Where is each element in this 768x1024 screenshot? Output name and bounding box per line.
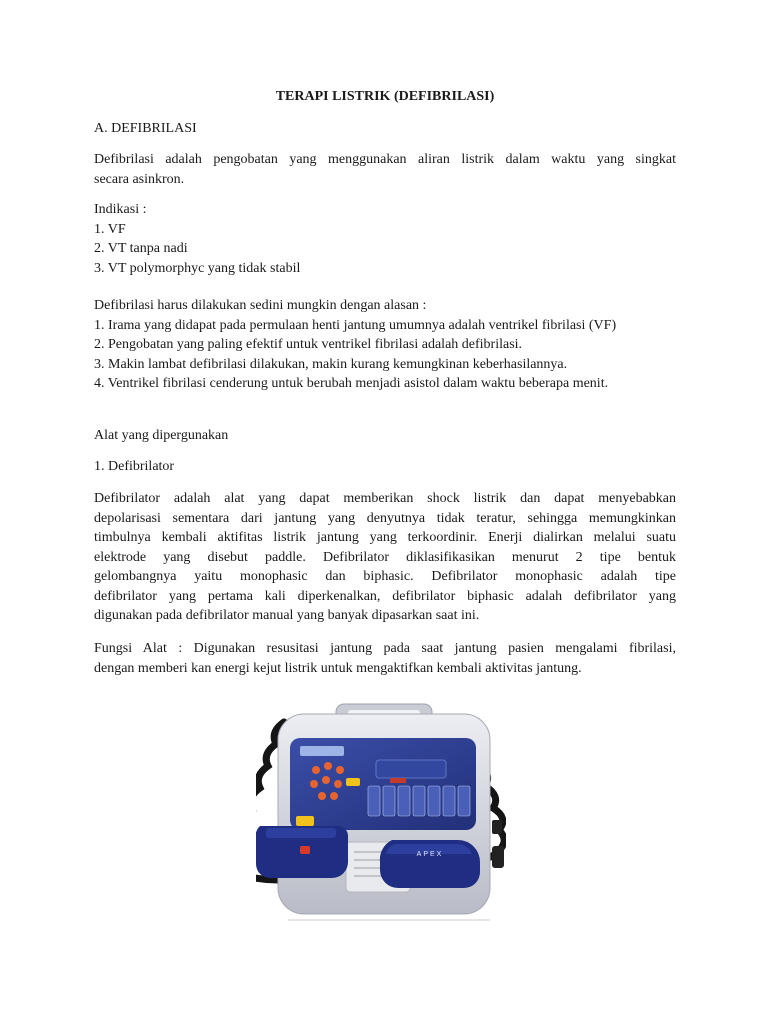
indikasi-label: Indikasi : <box>94 202 147 217</box>
panel-icon-tiles <box>368 786 470 816</box>
image-baseline <box>288 919 490 921</box>
indikasi-item: 1. VF <box>94 221 126 237</box>
definition-line: secara asinkron. <box>94 171 185 187</box>
definition-line: Defibrilasi adalah pengobatan yang menggunakan aliran listrik dalam waktu yang singkat <box>94 152 676 167</box>
definition-paragraph <box>94 150 676 189</box>
indikasi-item: 2. VT tanpa nadi <box>94 241 188 256</box>
description-line: timbulnya kembali aktifitas listrik jantung yang terkoordinir. Enerji dialirkan melalui suatu <box>94 530 676 545</box>
indikasi-item: 3. VT polymorphyc yang tidak stabil <box>94 260 301 276</box>
alasan-intro: Defibrilasi harus dilakukan sedini mungkin dengan alasan : <box>94 298 427 313</box>
fungsi-line: Fungsi Alat : Digunakan resusitasi jantung pada saat jantung pasien mengalami fibrilasi, <box>94 641 676 656</box>
description-line: digunakan pada defibrilator manual yang banyak dipasarkan saat ini. <box>94 608 480 623</box>
item-defibrilator: 1. Defibrilator <box>94 459 175 474</box>
alat-heading: Alat yang dipergunakan <box>94 428 229 443</box>
fungsi-paragraph <box>94 639 676 678</box>
indikasi-block <box>94 200 676 278</box>
section-a-heading: A. DEFIBRILASI <box>94 121 197 136</box>
document-title: TERAPI LISTRIK (DEFIBRILASI) <box>275 89 495 104</box>
description-line: elektrode yang disebut paddle. Defibrilator diklasifikasikan menurut 2 tipe bentuk <box>94 549 676 565</box>
description-line: Defibrilator adalah alat yang dapat memberikan shock listrik dan dapat menyebabkan <box>94 491 676 506</box>
alasan-item: 2. Pengobatan yang paling efektif untuk ventrikel fibrilasi adalah defibrilasi. <box>94 337 523 352</box>
fungsi-line: dengan memberi kan energi kejut listrik untuk mengaktifkan kembali aktivitas jantung. <box>94 660 582 676</box>
description-line: depolarisasi sementara dari jantung yang denyutnya tidak teratur, sehingga memungkinkan <box>94 510 676 526</box>
description-line: defibrilator yang pertama kali diperkenalkan, defibrilator biphasic adalah defibrilator yang <box>94 588 676 604</box>
defibrillator-image <box>256 700 506 922</box>
paddle-label: APEX <box>416 851 444 858</box>
defibrilator-description <box>94 489 676 626</box>
alasan-item: 1. Irama yang didapat pada permulaan henti jantung umumnya adalah ventrikel fibrilasi (VF) <box>94 317 617 333</box>
alasan-block <box>94 296 676 394</box>
description-line: gelombangnya yaitu monophasic dan biphasic. Defibrilator monophasic adalah tipe <box>94 569 676 584</box>
alasan-item: 4. Ventrikel fibrilasi cenderung untuk berubah menjadi asistol dalam waktu beberapa menit. <box>94 376 609 391</box>
alasan-item: 3. Makin lambat defibrilasi dilakukan, makin kurang kemungkinan keberhasilannya. <box>94 356 568 372</box>
right-paddle <box>380 840 480 888</box>
